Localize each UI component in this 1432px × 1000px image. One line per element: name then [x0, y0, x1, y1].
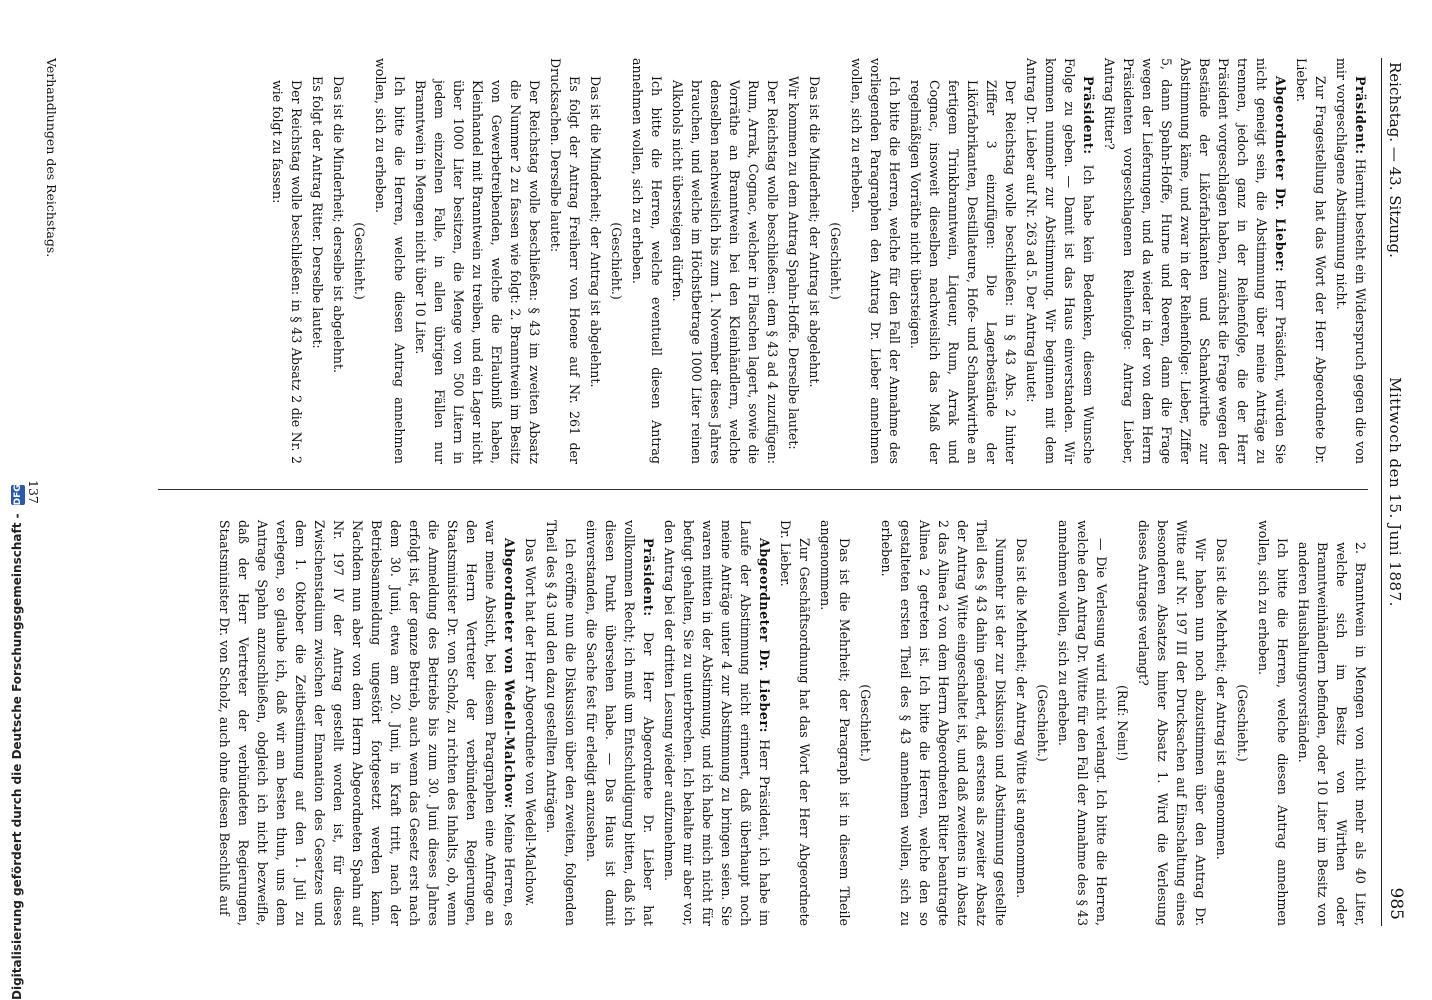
paragraph-text: Das Wort hat der Herr Abgeordnete von Wedell-Malchow. — [523, 538, 538, 907]
paragraph — [668, 58, 782, 464]
digitization-credit — [4, 180, 26, 1000]
paragraph — [542, 520, 580, 926]
paragraph-text: Nunmehr ist der zur Diskussion und Abstimmung gestellte Theil des § 43 dahin geändert, daß erstens als zweiter Absatz der Antrag Witte eingeschaltet ist, und daß zweitens in Absatz 2 das Alinea 2 von dem Herrn Abgeordneten Ritter beantragte Alinea 2 getreten ist. Ich bitte die Herren, welche den so gestalteten ersten Theil des § 43 annehmen wollen, sich zu erheben. — [879, 520, 1008, 926]
page-number: 985 — [1386, 887, 1406, 920]
right-column — [213, 520, 1370, 926]
paragraph-text: (Ruf: Nein!) — [1115, 685, 1130, 761]
paragraph-text: Ich bitte die Herren, welche diesen Antrag annehmen wollen, sich zu erheben. — [373, 58, 407, 464]
paragraph-text: Das ist die Minderheit; derselbe ist abgelehnt. — [331, 76, 346, 374]
paragraph-text: Ich bitte die Herren, welche für den Fall der Annahme des vorliegenden Paragraphen den Antrag Dr. Lieber annehmen wollen, sich zu erheben. — [849, 58, 902, 464]
paragraph-text: (Geschieht.) — [1235, 684, 1250, 762]
paragraph — [784, 58, 803, 464]
paragraph — [660, 520, 774, 926]
paragraph-text: Das ist die Mehrheit; der Paragraph ist in diesem Theile angenommen. — [818, 520, 852, 926]
paragraph — [847, 58, 904, 464]
paragraph-text: Hiermit besteht ein Widerspruch gegen die von mir vorgeschlagene Abstimmung nicht. — [1334, 58, 1368, 464]
paragraph-text: Zur Geschäftsordnung hat das Wort der Herr Abgeordnete Dr. Lieber. — [778, 520, 812, 926]
paragraph — [411, 58, 544, 464]
paragraph-text: Wir kommen zu dem Antrag Spahn-Hoffe. Derselbe lautet: — [786, 76, 801, 450]
paragraph-text: Wir haben nun noch abzustimmen über den Antrag Dr. Witte auf Nr. 197 III der Drucksachen auf Einschaltung eines besonderen Absatzes hinter Absatz 1. Wird die Verlesung dieses Antrages verlangt? — [1136, 520, 1208, 926]
paragraph — [268, 58, 306, 464]
paragraph-text: Ich bitte die Herren, welche diesen Antrag annehmen wollen, sich zu erheben. — [1256, 520, 1290, 926]
paragraph — [776, 520, 814, 926]
paragraph-text: Herr Präsident, ich habe im Laufe der Abstimmung nicht erinnert, daß überhaupt noch meine Anträge unter 4 zur Abstimmung zu bringen seien. Sie waren mitten in der Abstimmung, und ich habe mich nicht für befugt gehalten, Sie zu unterbrechen. Ich behalte mir aber vor, den Antrag bei der dritten Lesung wieder aufzunehmen. — [662, 520, 772, 927]
paragraph-text: Das ist die Mehrheit; der Antrag ist angenommen. — [1214, 538, 1229, 860]
speaker-name: Abgeordneter von Wedell-Malchow: — [502, 538, 517, 809]
paragraph-text: Meine Herren, es war meine Absicht, bei diesem Paragraphen eine Anfrage an den Herrn Vertreter der verbündeten Regierungen, Staatsminister Dr. von Scholz, zu richten des Inhalts, ob, wenn die Anmeldung des Betriebs bis zum 30. Juni dieses Jahres erfolgt ist, der ganze Betrieb, auch wenn das Gesetz erst nach dem 30. Juni, etwa am 20. Juni, in Kraft tritt, nach der Betriebsanmeldung ungestört fortgesetzt werden kann. Nachdem nun aber von dem Herrn Abgeordneten Spahn auf Nr. 197 IV der Antrag gestellt worden ist, für dieses Zwischenstadium zwischen der Emanation des Gesetzes und dem 1. Oktober die Zeitbestimmung auf den 1. Juli zu verlegen, so glaube ich, daß wir am besten thun, uns dem Antrage Spahn anzuschließen, obgleich ich nicht bezweifle, daß der Herr Vertreter der verbündeten Regierungen, Staatsminister Dr. von Scholz, auch ohne diesen Beschluß auf — [217, 520, 517, 927]
paragraph-text: (Geschieht.) — [609, 222, 624, 300]
left-column — [266, 58, 1370, 464]
paragraph — [1254, 520, 1292, 926]
header-date: Mittwoch den 15. Juni 1887. — [1386, 377, 1404, 607]
paragraph-text: 2. Branntwein in Mengen von nicht mehr als 40 Liter, welche sich im Besitz von Wirthen oder Branntweinhändlern befinden, oder 10 Liter im Besitz von anderen Haushaltungsvorständen. — [1296, 542, 1368, 926]
paragraph — [1292, 58, 1330, 464]
page-header — [1381, 58, 1410, 926]
paragraph — [805, 58, 824, 464]
paragraph-text: Es folgt der Antrag Freiherr von Hoene auf Nr. 261 der Drucksachen. Derselbe lautet: — [548, 58, 582, 464]
paragraph-text: Es folgt der Antrag Ritter. Derselbe lautet: — [310, 76, 325, 349]
paragraph — [1113, 520, 1132, 926]
paragraph — [906, 58, 1020, 464]
paragraph — [371, 58, 409, 464]
digitization-text: Digitalisierung gefördert durch die Deutsche Forschungsgemeinschaft - — [10, 513, 24, 1000]
paragraph — [1332, 58, 1370, 464]
paragraph-text: Das ist die Mehrheit; der Antrag Witte ist angenommen. — [1014, 538, 1029, 899]
paragraph-text: (Geschieht.) — [1035, 684, 1050, 762]
paragraph-text: Der Reichstag wolle beschließen: in § 43 Absatz 2 die Nr. 2 wie folgt zu fassen: — [270, 80, 304, 464]
footer-page-number: 137 — [26, 480, 41, 504]
paragraph — [856, 520, 875, 926]
paragraph — [1054, 520, 1111, 926]
paragraph-text: Ich habe kein Bedenken, diesem Wunsche Folge zu geben. — Damit ist das Haus einverstanden. Wir kommen nunmehr zur Abstimmung. Wir beginnen mit dem Antrag Dr. Lieber auf Nr. 263 ad 5. Der Antrag lautet: — [1024, 58, 1096, 464]
paragraph-text: (Geschieht.) — [858, 684, 873, 762]
speaker-name: Präsident: — [641, 538, 656, 617]
paragraph — [877, 520, 1010, 926]
paragraph — [1233, 520, 1252, 926]
column-divider — [158, 489, 1368, 490]
text-columns — [26, 58, 1370, 926]
paragraph — [586, 58, 605, 464]
paragraph-text: Herr Präsident, würden Sie nicht geneigt sein, die Abstimmung über meine Anträge zu trennen, jedoch ganz in der Reihenfolge, die der Herr Präsident vorgeschlagen haben, zunächst die Frage wegen der Bestände der Likörfabrikanten und Schankwirthe zur Abstimmung käme, und zwar in der Reihenfolge: Lieber, Ziffer 5, dann Spahn-Hoffe, Hurne und Roeren, dann die Frage wegen der Lieferungen, und da wieder in der von dem Herrn Präsidenten vorgeschlagenen Reihenfolge: Antrag Lieber, Antrag Ritter? — [1102, 58, 1288, 465]
footer-label: Verhandlungen des Reichstags. — [44, 58, 59, 258]
speaker-name: Präsident: — [1353, 76, 1368, 155]
speaker-name: Abgeordneter Dr. Lieber: — [1273, 76, 1288, 273]
paragraph — [521, 520, 540, 926]
paragraph-text: Der Herr Abgeordnete Dr. Lieber hat vollkommen Recht; ich muß um Entschuldigung bitten, daß ich diesen Punkt übersehen habe. — Das Haus ist damit einverstanden, die Sache fest für erledigt anzusehen. — [584, 520, 656, 926]
paragraph — [1022, 58, 1098, 464]
paragraph — [215, 520, 519, 926]
paragraph-text: Zur Fragestellung hat das Wort der Herr Abgeordnete Dr. Lieber. — [1294, 58, 1328, 464]
speaker-name: Präsident: — [1081, 76, 1096, 155]
paragraph — [1134, 520, 1210, 926]
paragraph — [1033, 520, 1052, 926]
paragraph — [308, 58, 327, 464]
paragraph — [1012, 520, 1031, 926]
paragraph — [350, 58, 369, 464]
dfg-logo-icon: DFG — [12, 484, 23, 506]
paragraph-text: (Geschieht.) — [828, 222, 843, 300]
paragraph-text: Das ist die Minderheit; der Antrag ist abgelehnt. — [588, 76, 603, 388]
paragraph — [607, 58, 626, 464]
paragraph-text: — Die Verlesung wird nicht verlangt. Ich bitte die Herren, welche den Antrag Dr. Witte für den Fall der Annahme des § 43 annehmen wollen, sich zu erheben. — [1056, 520, 1109, 926]
paragraph — [582, 520, 658, 926]
paragraph-text: Das ist die Minderheit; der Antrag ist abgelehnt. — [807, 76, 822, 388]
header-left: Reichstag. — 43. Sitzung. — [1386, 62, 1404, 258]
paragraph — [1100, 58, 1290, 464]
speaker-name: Abgeordneter Dr. Lieber: — [757, 538, 772, 733]
paragraph — [329, 58, 348, 464]
paragraph — [816, 520, 854, 926]
paragraph-text: Ich bitte die Herren, welche eventuell diesen Antrag annehmen wollen, sich zu erheben. — [630, 58, 664, 464]
paragraph — [1212, 520, 1231, 926]
paragraph-text: Der Reichstag wolle beschließen: in § 43 Abs. 2 hinter Ziffer 3 einzufügen: Die Lagerbestände der Likörfabrikanten, Destillateure, Hofe- und Schankwirthe an fertigem Trinkbranntwein, Liqueur, Rum, Arrak und Cognac, insoweit dieselben nachweislich das Maß der regelmäßigen Vorräthe nicht übersteigen. — [908, 80, 1018, 464]
paragraph — [826, 58, 845, 464]
paragraph — [1294, 520, 1370, 926]
paragraph-text: Ich eröffne nun die Diskussion über den zweiten, folgenden Theil des § 43 und den dazu gestellten Anträgen. — [544, 520, 578, 926]
paragraph-text: (Geschieht.) — [352, 222, 367, 300]
paragraph — [546, 58, 584, 464]
paragraph-text: Der Reichstag wolle beschließen: dem § 43 ad 4 zuzufügen: Rum, Arrak, Cognac, welcher in Flaschen lagert, sowie die Vorräthe an Branntwein bei den Kleinhändlern, welche denselben nachweislich bis zum 1. November dieses Jahres brauchen, und welche im Höchstbetrage 1000 Liter reinen Alkohols nicht übersteigen dürfen. — [670, 80, 780, 464]
paragraph-text: Der Reichstag wolle beschließen: § 43 im zweiten Absatz die Nummer 2 zu fassen wie folgt: 2. Branntwein im Besitz von Gewerbetreibenden, welche die Erlaubniß haben, Kleinhandel mit Branntwein zu treiben, und ein Lager nicht über 1000 Liter besitzen, die Menge von 500 Litern in jedem einzelnen Falle, in allen übrigen Fällen nur Branntwein in Mengen nicht über 10 Liter. — [413, 80, 542, 464]
paragraph — [628, 58, 666, 464]
